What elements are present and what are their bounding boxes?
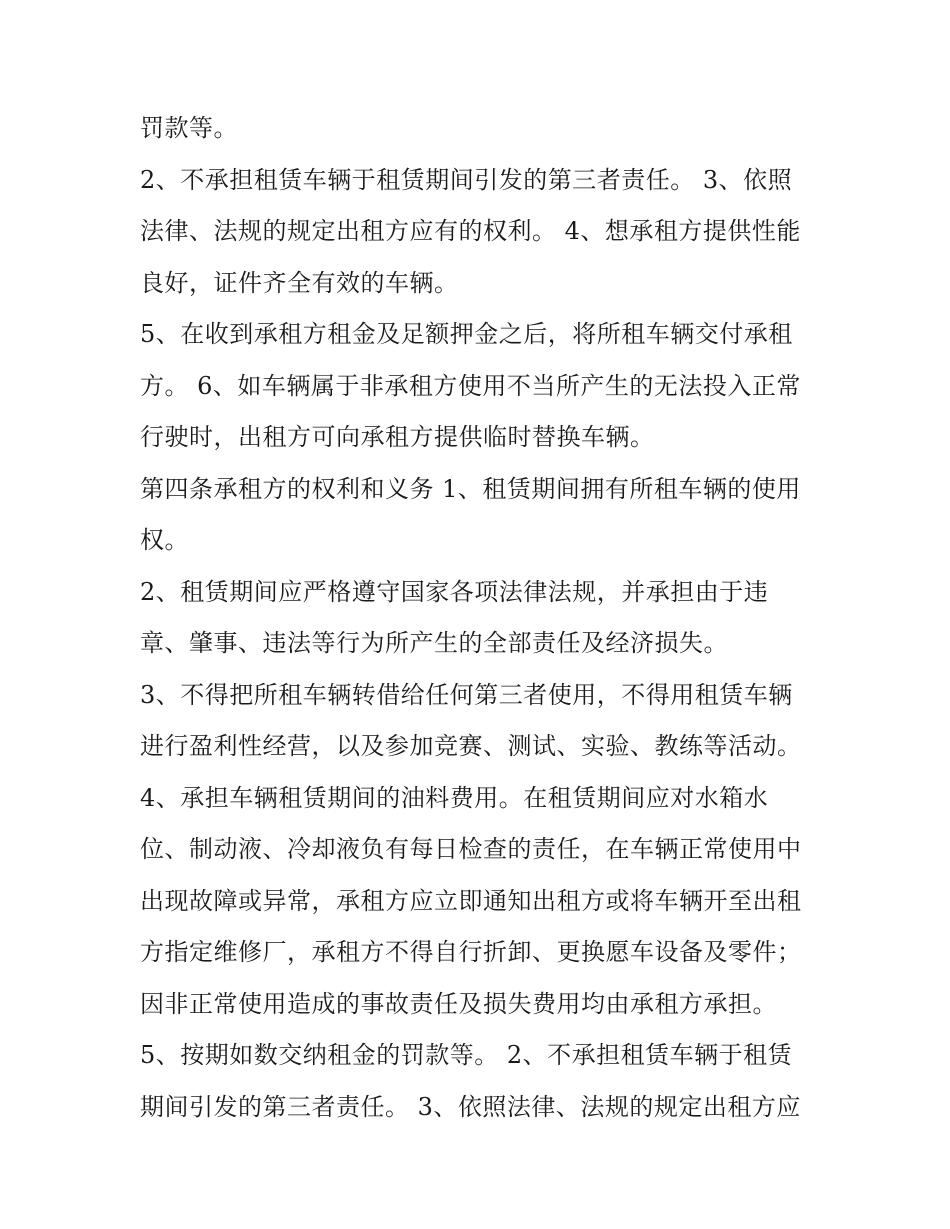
document-body xyxy=(140,103,820,1133)
text-line: 行驶时，出租方可向承租方提供临时替换车辆。 xyxy=(140,423,655,451)
text-line: 出现故障或异常，承租方应立即通知出租方或将车辆开至出租 xyxy=(140,886,802,915)
text-line: 方指定维修厂，承租方不得自行折卸、更换愿车设备及零件； xyxy=(140,938,802,966)
text-line: 权。 xyxy=(140,526,189,554)
text-line: 罚款等。 xyxy=(140,114,238,142)
text-line: 方。 6、如车辆属于非承租方使用不当所产生的无法投入正常 xyxy=(140,371,801,400)
text-line: 进行盈利性经营，以及参加竞赛、测试、实验、教练等活动。 xyxy=(140,732,802,760)
text-line: 5、按期如数交纳租金的罚款等。 2、不承担租赁车辆于租赁 xyxy=(140,1041,793,1069)
text-line: 第四条承租方的权利和义务 1、租赁期间拥有所租车辆的使用 xyxy=(140,474,801,503)
text-line: 2、租赁期间应严格遵守国家各项法律法规，并承担由于违 xyxy=(140,577,769,606)
text-line: 因非正常使用造成的事故责任及损失费用均由承租方承担。 xyxy=(140,989,777,1018)
text-line: 法律、法规的规定出租方应有的权利。 4、想承租方提供性能 xyxy=(140,217,801,245)
text-line: 章、肇事、违法等行为所产生的全部责任及经济损失。 xyxy=(140,629,728,657)
text-line: 位、制动液、冷却液负有每日检查的责任，在车辆正常使用中 xyxy=(140,835,802,863)
text-line: 5、在收到承租方租金及足额押金之后，将所租车辆交付承租 xyxy=(140,320,793,348)
text-line: 良好，证件齐全有效的车辆。 xyxy=(140,268,459,297)
text-line: 期间引发的第三者责任。 3、依照法律、法规的规定出租方应 xyxy=(140,1092,801,1121)
text-line: 3、不得把所租车辆转借给任何第三者使用，不得用租赁车辆 xyxy=(140,680,793,709)
text-line: 2、不承担租赁车辆于租赁期间引发的第三者责任。 3、依照 xyxy=(140,165,793,194)
text-line: 4、承担车辆租赁期间的油料费用。在租赁期间应对水箱水 xyxy=(140,783,769,812)
